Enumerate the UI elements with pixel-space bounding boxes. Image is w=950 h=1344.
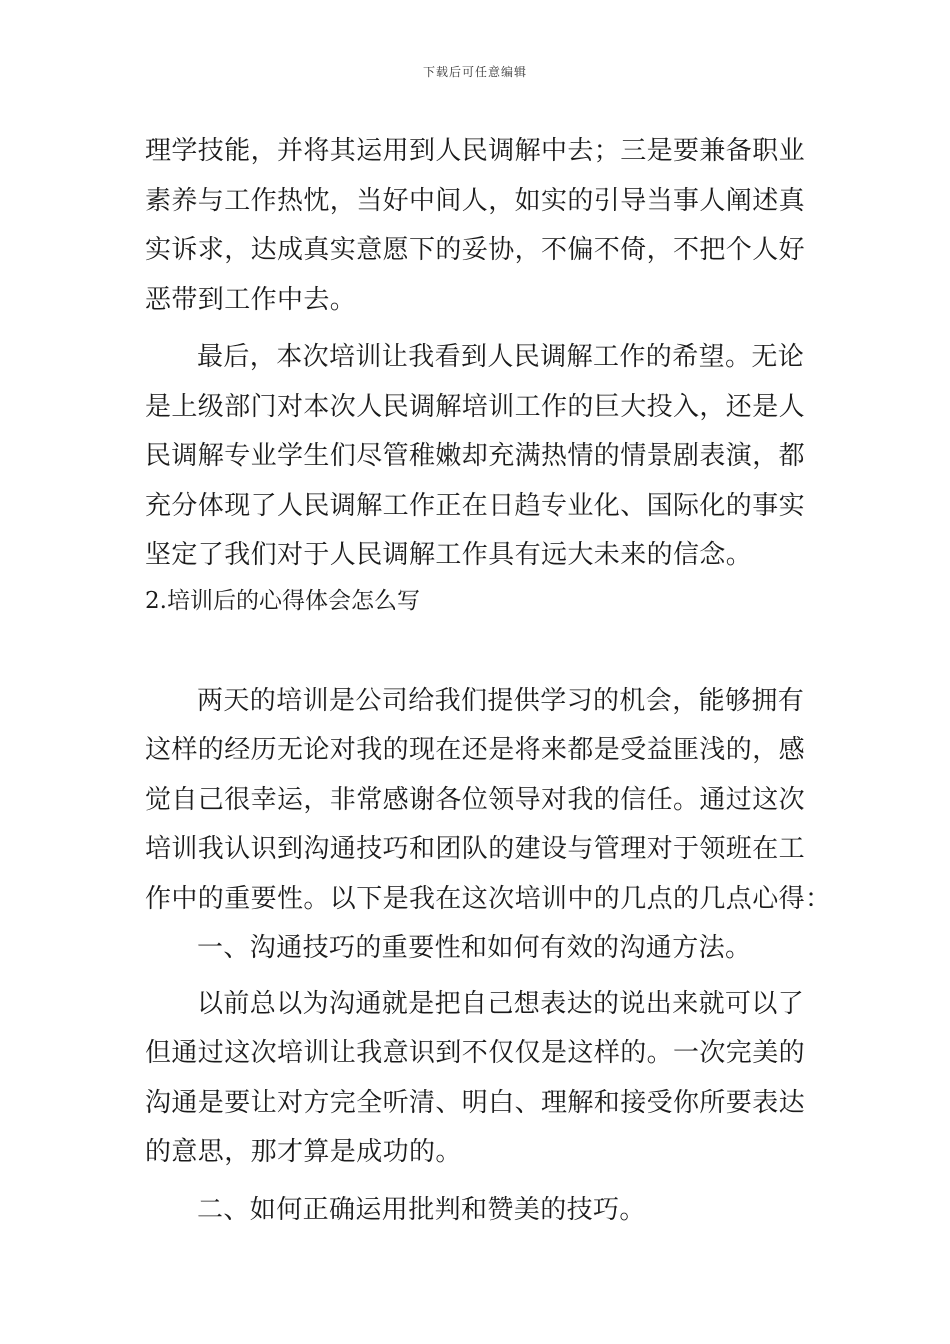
paragraph-3 [145,677,832,925]
text-line: 恶带到工作中去。 [145,284,357,315]
text-line: 但通过这次培训让我意识到不仅仅是这样的。一次完美的 [145,1038,806,1068]
text-line: 素养与工作热忱，当好中间人，如实的引导当事人阐述真 [145,185,806,216]
section-heading: 2.培训后的心得体会怎么写 [145,587,420,614]
text-line: 理学技能，并将其运用到人民调解中去；三是要兼备职业 [145,136,806,166]
text-line: 实诉求，达成真实意愿下的妥协，不偏不倚，不把个人好 [145,235,806,265]
paragraph-6 [145,1186,810,1236]
text-line: 最后，本次培训让我看到人民调解工作的希望。无论 [197,342,805,372]
text-line: 一、沟通技巧的重要性和如何有效的沟通方法。 [197,933,752,963]
text-line: 民调解专业学生们尽管稚嫩却充满热情的情景剧表演，都 [145,441,806,471]
blank-line [145,625,810,677]
text-line: 这样的经历无论对我的现在还是将来都是受益匪浅的，感 [145,735,806,765]
text-line: 以前总以为沟通就是把自己想表达的说出来就可以了 [197,988,805,1019]
text-line: 培训我认识到沟通技巧和团队的建设与管理对于领班在工 [145,834,806,864]
text-line: 作中的重要性。以下是我在这次培训中的几点的几点心得： [145,883,832,914]
text-line: 觉自己很幸运，非常感谢各位领导对我的信任。通过这次 [145,784,806,815]
text-line: 坚定了我们对于人民调解工作具有远大未来的信念。 [145,540,753,570]
document-body [145,127,832,1235]
paragraph-4 [145,924,810,974]
paragraph-1 [145,127,810,325]
text-line: 是上级部门对本次人民调解培训工作的巨大投入，还是人 [145,391,806,422]
page-header-note: 下载后可任意编辑 [422,65,527,79]
text-line: 两天的培训是公司给我们提供学习的机会，能够拥有 [197,685,805,716]
paragraph-2 [145,333,810,581]
text-line: 二、如何正确运用批判和赞美的技巧。 [197,1194,646,1225]
paragraph-5 [145,980,810,1178]
text-line: 的意思，那才算是成功的。 [145,1137,462,1167]
text-line: 沟通是要让对方完全听清、明白、理解和接受你所要表达 [145,1087,806,1118]
text-line: 充分体现了人民调解工作正在日趋专业化、国际化的事实 [145,490,806,521]
